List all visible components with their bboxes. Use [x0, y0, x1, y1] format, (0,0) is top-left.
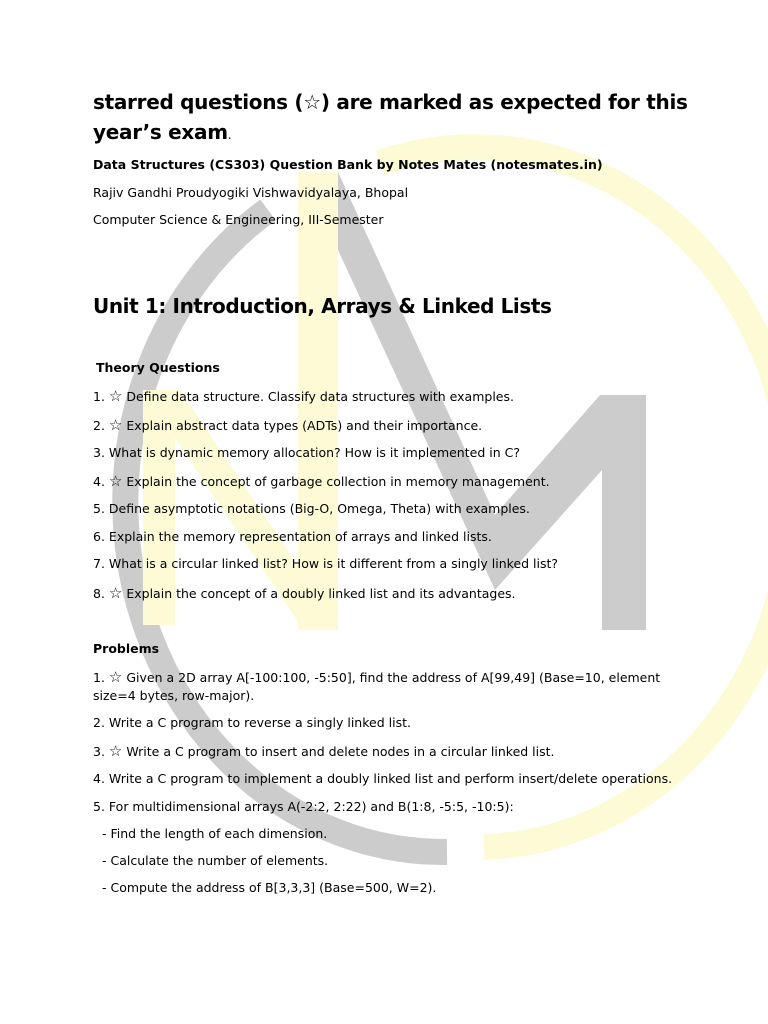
theory-question-1	[93, 387, 514, 405]
starred-note-line2-text: year’s exam	[93, 120, 228, 144]
problem-text: For multidimensional arrays A(-2:2, 2:22) and B(1:8, -5:5, -10:5):	[108, 799, 514, 814]
question-number: 3.	[93, 445, 105, 460]
problem-text: Given a 2D array A[-100:100, -5:50], find the address of A[99,49] (Base=10, element size=4 bytes, row-major).	[93, 670, 661, 703]
university-name: Rajiv Gandhi Proudyogiki Vishwavidyalaya, Bhopal	[93, 185, 409, 200]
question-number: 1.	[93, 389, 105, 404]
program-name: Computer Science & Engineering, III-Semester	[93, 212, 384, 227]
question-number: 7.	[93, 556, 105, 571]
star-icon: ☆	[108, 742, 123, 760]
star-icon: ☆	[108, 584, 123, 602]
question-text: What is dynamic memory allocation? How is it implemented in C?	[108, 445, 520, 460]
question-number: 5.	[93, 501, 105, 516]
problems-heading: Problems	[93, 641, 160, 656]
problem-5-subitem-3: - Compute the address of B[3,3,3] (Base=500, W=2).	[102, 880, 437, 895]
problem-number: 2.	[93, 715, 105, 730]
star-icon: ☆	[108, 416, 123, 434]
question-number: 4.	[93, 474, 105, 489]
starred-note-period: .	[227, 128, 232, 142]
theory-question-5	[93, 501, 530, 516]
starred-note-text-after: ) are marked as expected for this	[320, 90, 688, 114]
theory-question-6	[93, 529, 492, 544]
problem-4	[93, 771, 672, 786]
question-text: Explain abstract data types (ADTs) and their importance.	[126, 418, 483, 433]
question-number: 6.	[93, 529, 105, 544]
question-number: 8.	[93, 586, 105, 601]
question-text: Define asymptotic notations (Big-O, Omega, Theta) with examples.	[108, 501, 530, 516]
question-text: What is a circular linked list? How is it different from a singly linked list?	[108, 556, 559, 571]
problem-text: Write a C program to reverse a singly linked list.	[108, 715, 411, 730]
unit-title: Unit 1: Introduction, Arrays & Linked Lists	[93, 294, 552, 318]
problem-text: Write a C program to implement a doubly linked list and perform insert/delete operations.	[108, 771, 673, 786]
theory-question-3	[93, 445, 520, 460]
problem-5	[93, 799, 514, 814]
problem-text: Write a C program to insert and delete nodes in a circular linked list.	[126, 744, 555, 759]
problem-2	[93, 715, 411, 730]
theory-question-4	[93, 472, 550, 490]
question-text: Explain the concept of garbage collection in memory management.	[126, 474, 550, 489]
problem-number: 1.	[93, 670, 105, 685]
theory-heading: Theory Questions	[96, 360, 220, 375]
question-text: Define data structure. Classify data structures with examples.	[126, 389, 514, 404]
star-icon: ☆	[108, 387, 123, 405]
starred-note-line1	[93, 90, 688, 114]
problem-1	[93, 668, 678, 705]
question-text: Explain the concept of a doubly linked list and its advantages.	[126, 586, 516, 601]
star-icon: ☆	[108, 668, 123, 686]
theory-question-7	[93, 556, 558, 571]
problem-number: 4.	[93, 771, 105, 786]
problem-3	[93, 742, 555, 760]
problem-number: 3.	[93, 744, 105, 759]
document-title: Data Structures (CS303) Question Bank by Notes Mates (notesmates.in)	[93, 157, 603, 172]
problem-number: 5.	[93, 799, 105, 814]
question-number: 2.	[93, 418, 105, 433]
star-icon: ☆	[303, 90, 321, 114]
theory-question-2	[93, 416, 482, 434]
problem-5-subitem-2: - Calculate the number of elements.	[102, 853, 329, 868]
starred-note-line2	[93, 120, 231, 144]
star-icon: ☆	[108, 472, 123, 490]
theory-question-8	[93, 584, 516, 602]
question-text: Explain the memory representation of arrays and linked lists.	[108, 529, 492, 544]
starred-note-text: starred questions (	[93, 90, 304, 114]
problem-5-subitem-1: - Find the length of each dimension.	[102, 826, 328, 841]
